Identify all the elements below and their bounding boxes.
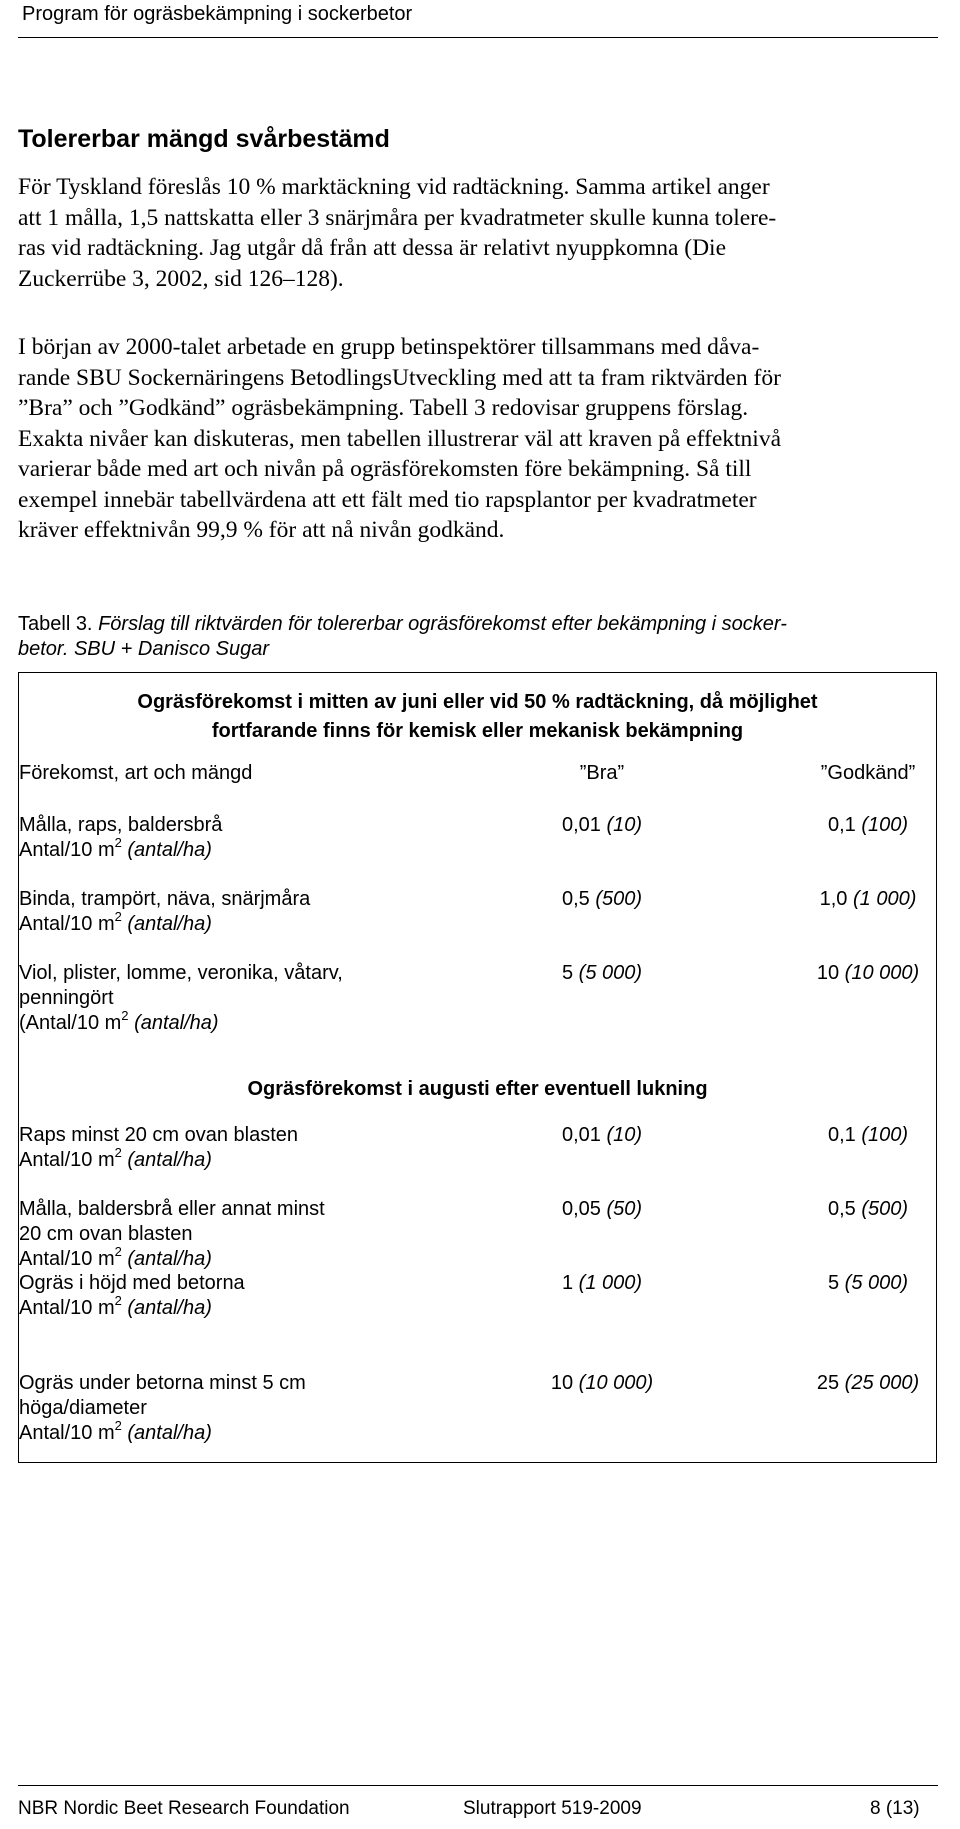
species-line: penningört [19,987,114,1009]
running-head: Program för ogräsbekämpning i sockerbetor [22,3,413,25]
unit-label: Antal/10 $m^2$ (antal/ha) [19,835,212,861]
unit-per-hectare: (antal/ha) [121,1149,212,1171]
value-per-hectare: (10 000) [578,1372,654,1394]
paragraph-line: Zuckerrübe 3, 2002, sid 126–128). [18,265,344,292]
section-heading: Tolererbar mängd svårbestämd [18,125,390,153]
unit-label: Antal/10 $m^2$ (antal/ha) [19,1293,212,1319]
value-per-hectare: (500) [861,1198,909,1220]
unit-per-hectare: (antal/ha) [121,839,212,861]
table-heading-line: Ogräsförekomst i mitten av juni eller vid 50 % radtäckning, då möjlighet [137,691,818,713]
june-row-2-godkand: 1,0 (1 000) [819,888,917,910]
june-row-2-bra: 0,5 (500) [561,888,643,910]
paragraph-line: ras vid radtäckning. Jag utgår då från att dessa är relativt nyuppkomna (Die [18,235,727,261]
unit-label: Antal/10 $m^2$ (antal/ha) [19,1145,212,1171]
unit-label: Antal/10 $m^2$ (antal/ha) [19,1244,212,1270]
paragraph-1 [18,172,938,294]
paragraph-line: exempel innebär tabellvärdena att ett fält med tio rapsplantor per kvadratmeter [18,486,757,513]
paragraph-2 [18,332,938,546]
table-heading-june [19,688,936,746]
value-per-hectare: (500) [595,888,643,910]
species-line: 20 cm ovan blasten [19,1223,193,1245]
species-line: Viol, plister, lomme, veronika, våtarv, [19,962,343,984]
species-line: Raps minst 20 cm ovan blasten [19,1124,299,1146]
august-row-3-godkand: 5 (5 000) [827,1272,909,1294]
unit-label: Antal/10 $m^2$ (antal/ha) [19,1418,212,1444]
table-heading-line: fortfarande finns för kemisk eller mekanisk bekämpning [211,720,744,742]
june-row-1-bra: 0,01 (10) [561,814,643,836]
footer-report-number: Slutrapport 519-2009 [463,1798,642,1819]
unit-exponent: 2 [121,1008,129,1023]
species-line: Målla, raps, baldersbrå [19,814,223,836]
unit-exponent: 2 [114,835,122,850]
paragraph-line: kräver effektnivån 99,9 % för att nå nivån godkänd. [18,517,505,543]
unit-exponent: 2 [114,1293,122,1308]
column-header-occurrence: Förekomst, art och mängd [19,762,253,784]
value-per-hectare: (10) [606,1124,643,1146]
value-per-hectare: (25 000) [844,1372,920,1394]
paragraph-line: att 1 målla, 1,5 nattskatta eller 3 snärjmåra per kvadratmeter skulle kunna tolere- [18,204,777,231]
paragraph-line: Exakta nivåer kan diskuteras, men tabellen illustrerar väl att kraven på effektnivå [18,425,782,452]
paragraph-line: varierar både med art och nivån på ogräsförekomsten före bekämpning. Så till [18,456,752,482]
june-row-1-name [19,813,222,863]
value-per-hectare: (1 000) [578,1272,643,1294]
footer-rule [18,1785,938,1786]
header-rule [18,37,938,38]
footer-page-number: 8 (13) [870,1798,920,1819]
species-line: Ogräs i höjd med betorna [19,1272,245,1294]
paragraph-line: I början av 2000-talet arbetade en grupp betinspektörer tillsammans med dåva- [18,334,760,360]
unit-per-hectare: (antal/ha) [121,1297,212,1319]
recommendation-table [18,672,937,1463]
june-row-3-name [19,961,343,1036]
caption-line-1 [18,612,938,637]
caption-label: Tabell 3. [18,613,99,635]
paragraph-line: För Tyskland föreslås 10 % marktäckning vid radtäckning. Samma artikel anger [18,174,770,200]
value-per-hectare: (5 000) [844,1272,909,1294]
column-header-godkand: ”Godkänd” [820,762,916,784]
footer-organization: NBR Nordic Beet Research Foundation [18,1798,350,1819]
august-row-1-bra: 0,01 (10) [561,1124,643,1146]
value-per-hectare: (10 000) [844,962,920,984]
august-row-1-godkand: 0,1 (100) [827,1124,909,1146]
unit-per-hectare: (antal/ha) [121,913,212,935]
august-row-2-bra: 0,05 (50) [561,1198,643,1220]
unit-per-hectare: (antal/ha) [121,1422,212,1444]
unit-exponent: 2 [114,1418,122,1433]
june-row-1-godkand: 0,1 (100) [827,814,909,836]
species-line: Målla, baldersbrå eller annat minst [19,1198,325,1220]
august-row-4-godkand: 25 (25 000) [816,1372,920,1394]
august-row-4-name [19,1371,306,1446]
value-per-hectare: (1 000) [852,888,917,910]
table-heading-august: Ogräsförekomst i augusti efter eventuell lukning [247,1078,708,1100]
paragraph-line: ”Bra” och ”Godkänd” ogräsbekämpning. Tabell 3 redovisar gruppens förslag. [18,395,749,421]
table-caption [18,612,938,662]
unit-exponent: 2 [114,1244,122,1259]
caption-line-2: betor. SBU + Danisco Sugar [18,638,270,660]
value-per-hectare: (10) [606,814,643,836]
value-per-hectare: (5 000) [578,962,643,984]
august-row-1-name [19,1123,298,1173]
species-line: höga/diameter [19,1397,147,1419]
june-row-3-godkand: 10 (10 000) [816,962,920,984]
june-row-2-name [19,887,310,937]
august-row-4-bra: 10 (10 000) [550,1372,654,1394]
value-per-hectare: (100) [861,1124,909,1146]
value-per-hectare: (50) [606,1198,643,1220]
value-per-hectare: (100) [861,814,909,836]
august-row-2-name [19,1197,325,1272]
august-row-2-godkand: 0,5 (500) [827,1198,909,1220]
unit-exponent: 2 [114,909,122,924]
caption-text: Förslag till riktvärden för tolererbar ogräsförekomst efter bekämpning i socker- [98,613,787,635]
paragraph-line: rande SBU Sockernäringens BetodlingsUtveckling med att ta fram riktvärden för [18,364,781,391]
august-row-3-bra: 1 (1 000) [561,1272,643,1294]
species-line: Ogräs under betorna minst 5 cm [19,1372,306,1394]
august-row-3-name [19,1271,245,1321]
unit-exponent: 2 [114,1145,122,1160]
unit-label: (Antal/10 $m^2$ (antal/ha) [19,1008,219,1034]
june-row-3-bra: 5 (5 000) [561,962,643,984]
unit-label: Antal/10 $m^2$ (antal/ha) [19,909,212,935]
species-line: Binda, trampört, näva, snärjmåra [19,888,311,910]
unit-per-hectare: (antal/ha) [128,1012,219,1034]
unit-per-hectare: (antal/ha) [121,1248,212,1270]
column-header-bra: ”Bra” [579,762,625,784]
